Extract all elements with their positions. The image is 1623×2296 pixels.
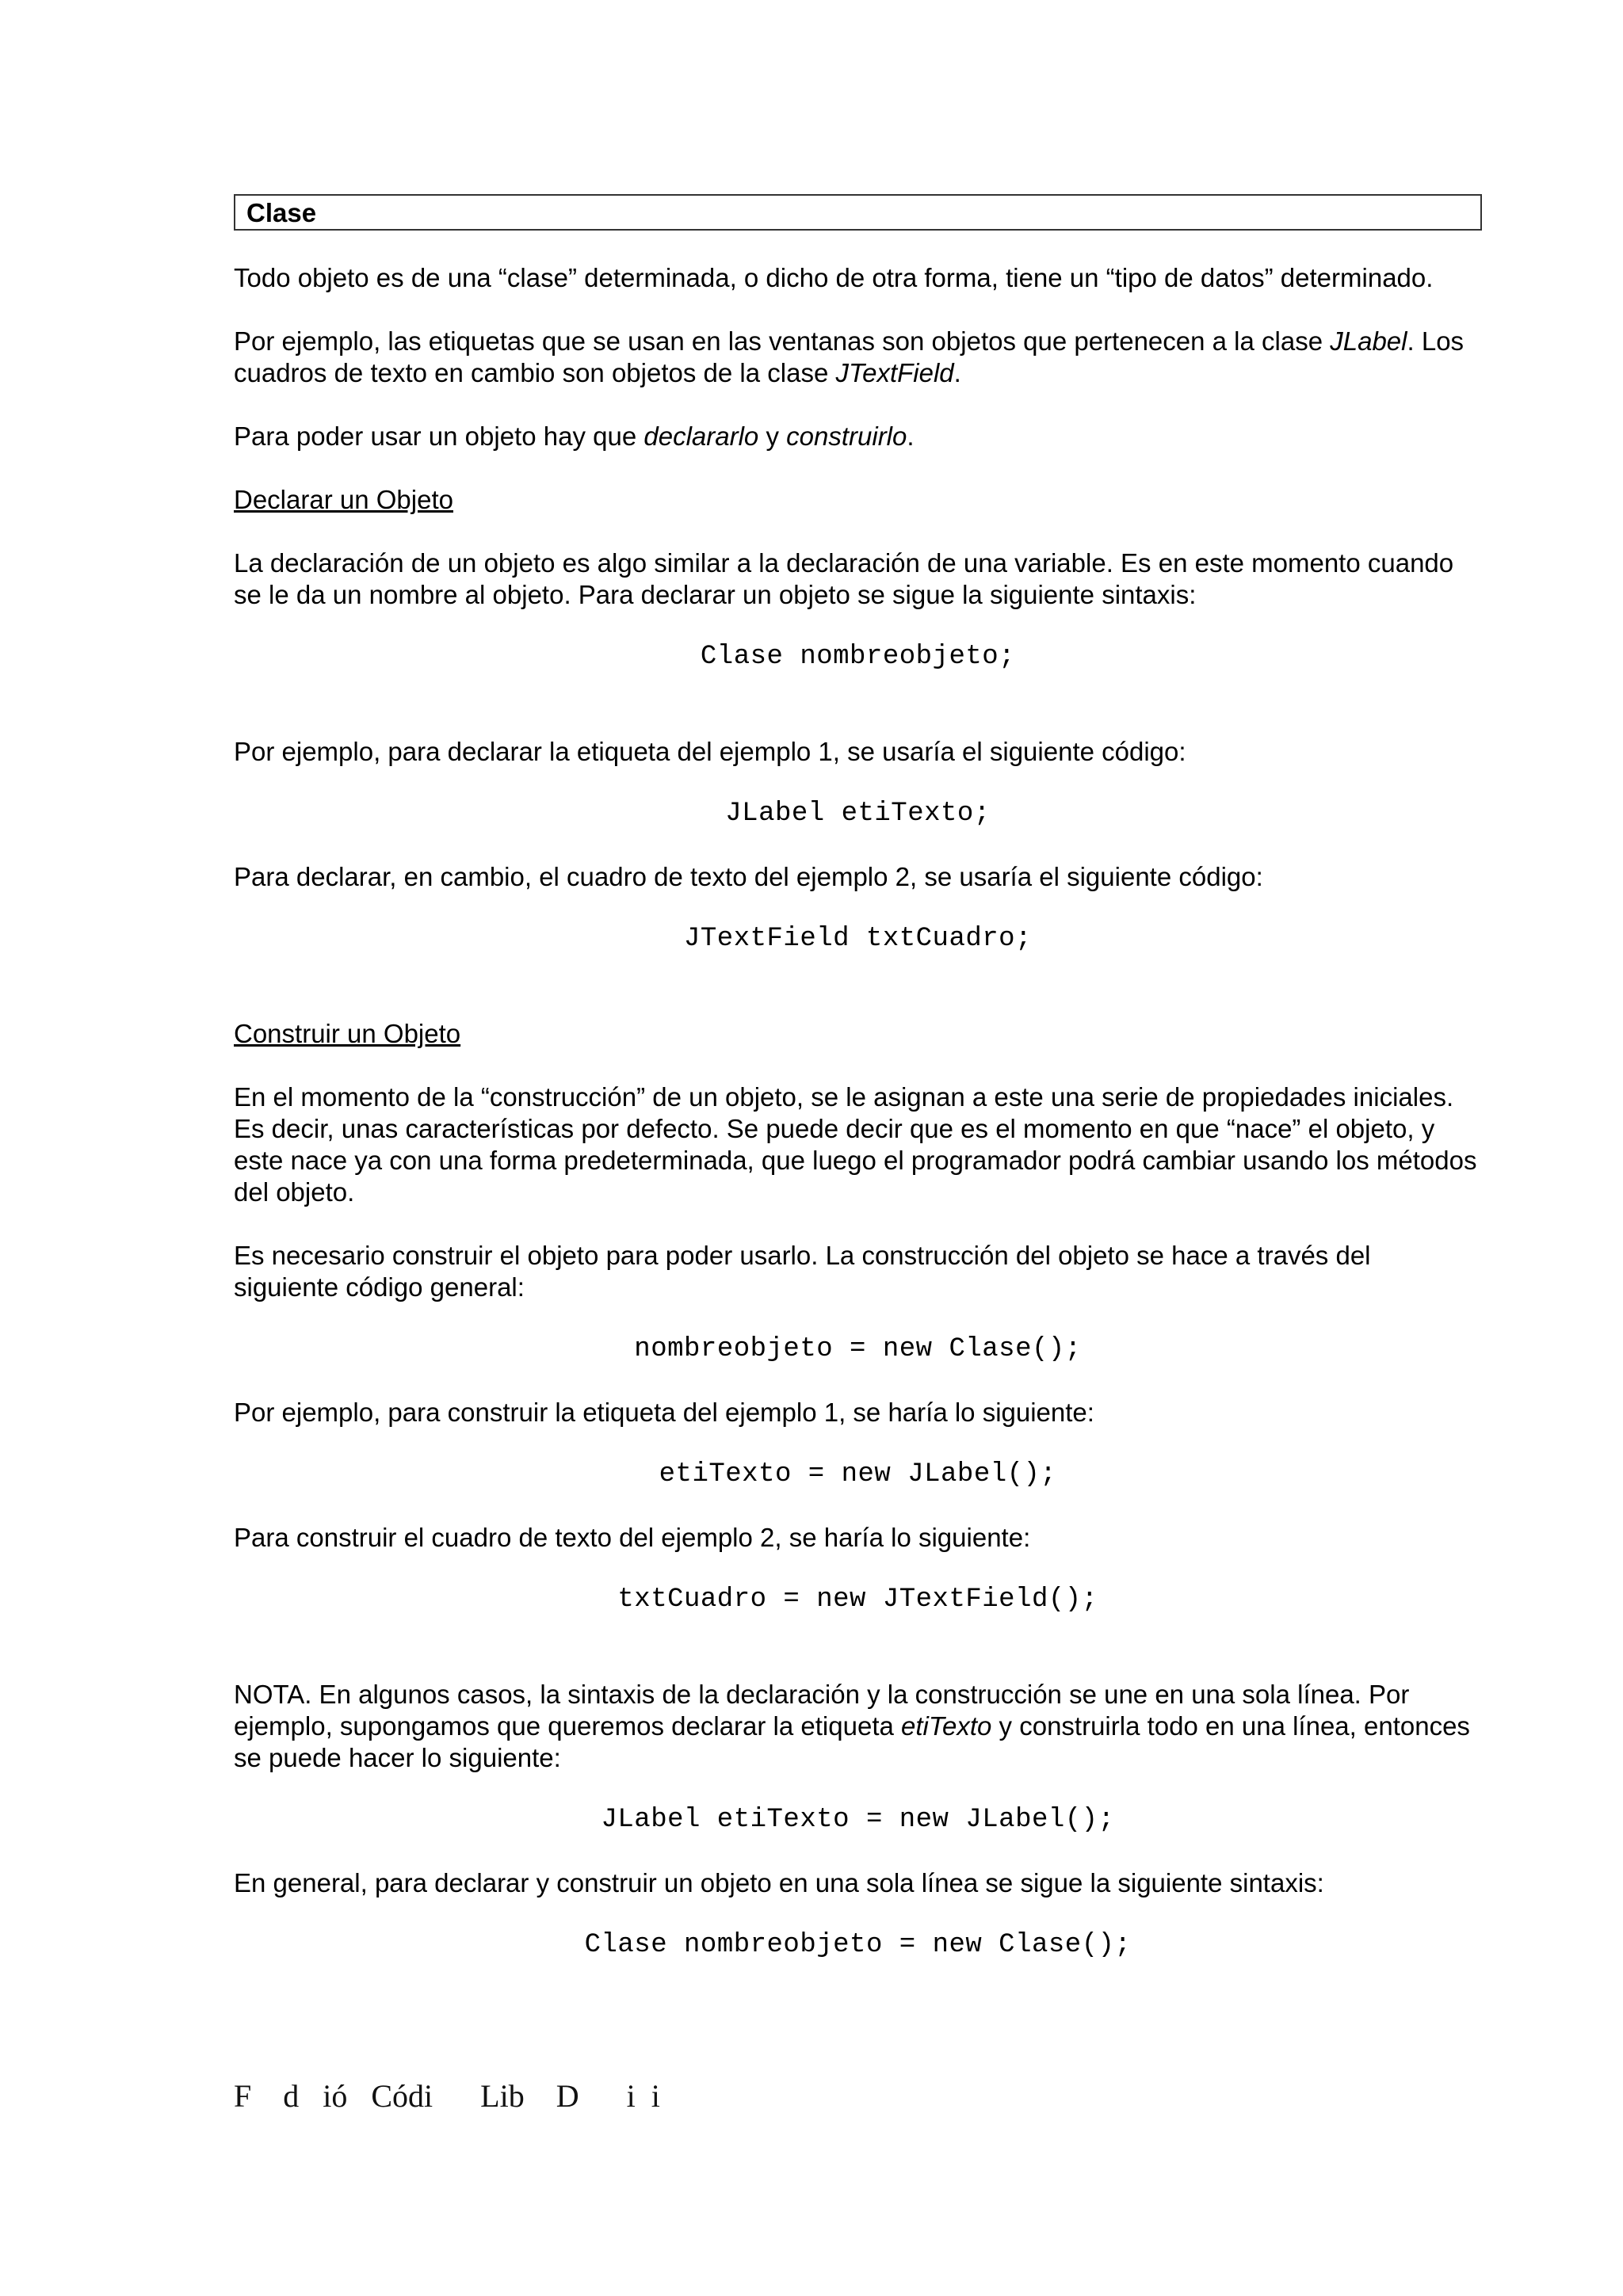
page-footer: F d ió Códi Lib D i i xyxy=(234,2078,660,2114)
section-title: Clase xyxy=(246,198,317,227)
construir-paragraph-4: Para construir el cuadro de texto del ejemplo 2, se haría lo siguiente: xyxy=(234,1523,1031,1552)
emphasis-declararlo: declararlo xyxy=(643,421,759,451)
intro-paragraph-3 xyxy=(234,421,1482,452)
text-run: Para poder usar un objeto hay que xyxy=(234,421,644,451)
declarar-paragraph-3: Para declarar, en cambio, el cuadro de texto del ejemplo 2, se usaría el siguiente código: xyxy=(234,862,1263,891)
construir-paragraph-1: En el momento de la “construcción” de un objeto, se le asignan a este una serie de propiedades iniciales. Es decir, unas características por defecto. Se puede decir que es el momento en que “nace” el objeto, y este nace ya con una forma predeterminada, que luego el programador podrá cambiar usando los métodos del objeto. xyxy=(234,1082,1477,1207)
text-run: Por ejemplo, las etiquetas que se usan en las ventanas son objetos que pertenecen a la clase xyxy=(234,326,1331,356)
code-construir-label: etiTexto = new JLabel(); xyxy=(659,1459,1057,1489)
heading-construir: Construir un Objeto xyxy=(234,1019,461,1048)
text-run: . xyxy=(953,358,961,387)
emphasis-construirlo: construirlo xyxy=(786,421,907,451)
code-declarar-label: JLabel etiTexto; xyxy=(725,799,991,829)
emphasis-etitexto: etiTexto xyxy=(901,1711,992,1741)
text-run: y construirla todo en una línea, entonces se puede hacer lo siguiente: xyxy=(234,1711,1470,1772)
class-name-jlabel: JLabel xyxy=(1330,326,1407,356)
document-content xyxy=(234,194,1482,1961)
class-name-jtextfield: JTextField xyxy=(835,358,954,387)
intro-paragraph-1: Todo objeto es de una “clase” determinada, o dicho de otra forma, tiene un “tipo de datos” determinado. xyxy=(234,263,1434,292)
code-construir-syntax: nombreobjeto = new Clase(); xyxy=(634,1334,1082,1364)
text-run: . Los cuadros de texto en cambio son objetos de la clase xyxy=(234,326,1465,387)
text-run: . xyxy=(907,421,915,451)
declarar-paragraph-1: La declaración de un objeto es algo similar a la declaración de una variable. Es en este momento cuando se le da un nombre al objeto. Para declarar un objeto se sigue la siguiente sintaxis: xyxy=(234,548,1454,609)
heading-declarar: Declarar un Objeto xyxy=(234,485,453,514)
construir-paragraph-3: Por ejemplo, para construir la etiqueta del ejemplo 1, se haría lo siguiente: xyxy=(234,1398,1094,1427)
code-nota-syntax: Clase nombreobjeto = new Clase(); xyxy=(584,1930,1132,1960)
intro-paragraph-2 xyxy=(234,326,1482,389)
code-declarar-textfield: JTextField txtCuadro; xyxy=(684,924,1032,954)
text-run: NOTA. En algunos casos, la sintaxis de la declaración y la construcción se une en una sola línea. Por ejemplo, supongamos que queremos declarar la etiqueta xyxy=(234,1680,1410,1741)
construir-paragraph-2: Es necesario construir el objeto para poder usarlo. La construcción del objeto se hace a través del siguiente código general: xyxy=(234,1241,1371,1302)
nota-paragraph-1 xyxy=(234,1679,1482,1774)
nota-paragraph-2: En general, para declarar y construir un objeto en una sola línea se sigue la siguiente sintaxis: xyxy=(234,1868,1324,1897)
declarar-paragraph-2: Por ejemplo, para declarar la etiqueta del ejemplo 1, se usaría el siguiente código: xyxy=(234,737,1186,766)
code-declarar-syntax: Clase nombreobjeto; xyxy=(700,642,1016,672)
code-construir-textfield: txtCuadro = new JTextField(); xyxy=(617,1585,1098,1615)
section-title-box xyxy=(234,194,1482,231)
code-nota-example: JLabel etiTexto = new JLabel(); xyxy=(601,1805,1115,1835)
text-run: y xyxy=(758,421,787,451)
